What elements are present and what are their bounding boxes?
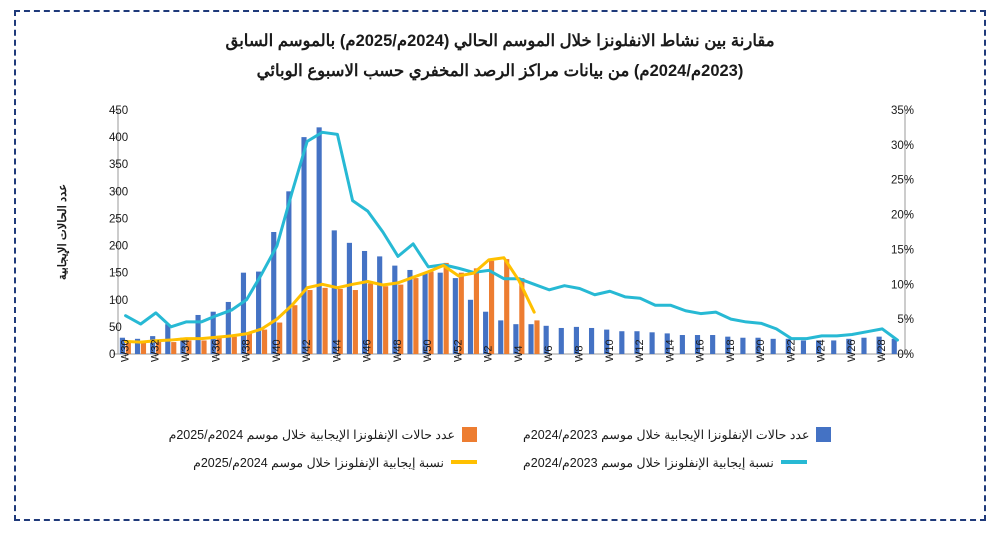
svg-text:W24: W24 [815,339,828,362]
chart-title [60,26,940,86]
svg-text:400: 400 [109,132,129,145]
svg-text:W12: W12 [634,339,647,362]
chart-title-line-2: (2023م/2024م) من بيانات مراكز الرصد المخفري حسب الاسبوع الوبائي [256,62,744,80]
legend-swatch-bar-2024 [462,427,477,442]
svg-text:35%: 35% [890,105,914,117]
legend-item-bar-2024 [169,427,477,442]
svg-text:150: 150 [109,267,129,280]
legend-swatch-bar-2023 [816,427,831,442]
svg-text:0: 0 [109,349,116,361]
svg-text:W20: W20 [755,339,768,362]
svg-text:W30: W30 [119,339,132,362]
chart-svg [0,96,1000,426]
legend-item-bar-2023 [523,427,831,442]
svg-text:5%: 5% [897,314,914,327]
svg-text:W28: W28 [876,339,889,362]
legend-item-line-2023 [523,455,807,470]
svg-text:W42: W42 [301,339,314,362]
svg-text:W22: W22 [785,339,798,362]
svg-text:350: 350 [109,159,129,172]
svg-text:W38: W38 [240,339,253,362]
svg-text:100: 100 [109,294,129,307]
chart-title-line-1: مقارنة بين نشاط الانفلونزا خلال الموسم الحالي (2024م/2025م) بالموسم السابق [225,32,775,50]
svg-text:W48: W48 [391,339,404,362]
svg-text:25%: 25% [890,174,914,187]
svg-text:200: 200 [109,240,129,253]
svg-text:50: 50 [109,321,122,334]
svg-text:10%: 10% [890,279,914,292]
svg-text:W36: W36 [210,339,223,362]
svg-text:W34: W34 [180,339,193,362]
svg-text:W50: W50 [422,339,435,362]
svg-text:15%: 15% [890,244,914,257]
legend-row-bars [60,420,940,448]
legend-row-lines [60,448,940,476]
svg-text:0%: 0% [897,349,914,361]
legend-swatch-line-2023 [781,460,807,464]
svg-text:300: 300 [109,186,129,199]
svg-text:W26: W26 [845,339,858,362]
svg-text:W52: W52 [452,339,465,362]
svg-text:W4: W4 [512,345,525,362]
legend-label-line-2024: نسبة إيجابية الإنفلونزا خلال موسم 2024م/2025م [193,455,444,470]
svg-text:W2: W2 [482,345,495,362]
svg-text:W16: W16 [694,339,707,362]
svg-text:W8: W8 [573,345,586,362]
svg-text:250: 250 [109,213,129,226]
svg-text:W44: W44 [331,339,344,362]
svg-text:450: 450 [109,105,129,117]
legend-item-line-2024 [193,455,477,470]
svg-text:W40: W40 [270,339,283,362]
svg-text:W18: W18 [724,339,737,362]
svg-text:W10: W10 [603,339,616,362]
svg-text:عدد الحالات الإيجابية: عدد الحالات الإيجابية [57,183,69,281]
svg-text:W46: W46 [361,339,374,362]
svg-text:W32: W32 [149,339,162,362]
legend-label-bar-2024: عدد حالات الإنفلونزا الإيجابية خلال موسم 2024م/2025م [168,427,455,442]
svg-text:W14: W14 [664,339,677,362]
svg-text:20%: 20% [890,209,914,222]
svg-text:W6: W6 [543,345,556,362]
legend-label-bar-2023: عدد حالات الإنفلونزا الإيجابية خلال موسم 2023م/2024م [523,427,810,442]
chart-legend [60,420,940,476]
legend-label-line-2023: نسبة إيجابية الإنفلونزا خلال موسم 2023م/2024م [523,455,774,470]
legend-swatch-line-2024 [451,460,477,464]
svg-text:30%: 30% [890,139,914,152]
chart-plot-area [0,96,1000,426]
